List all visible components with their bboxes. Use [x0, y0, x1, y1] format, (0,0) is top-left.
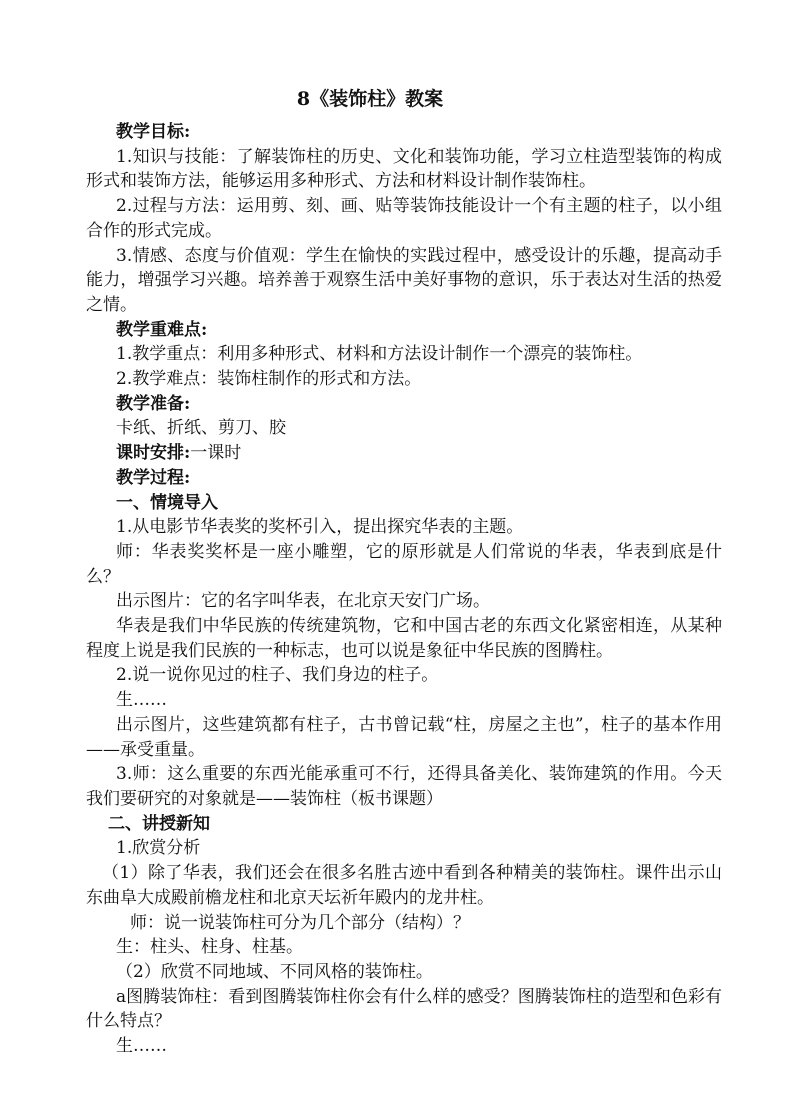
paragraph: 1.教学重点：利用多种形式、材料和方法设计制作一个漂亮的装饰柱。	[116, 344, 643, 365]
paragraph: 师：华表奖奖杯是一座小雕塑，它的原形就是人们常说的华表，华表到底是什么？	[86, 541, 722, 587]
paragraph: 1.知识与技能：了解装饰柱的历史、文化和装饰功能，学习立柱造型装饰的构成形式和装饰方法，能够运用多种形式、方法和材料设计制作装饰柱。	[86, 146, 722, 192]
paragraph: （2）欣赏不同地域、不同风格的装饰柱。	[116, 961, 433, 982]
section-heading: 二、讲授新知	[108, 813, 210, 834]
paragraph: 卡纸、折纸、剪刀、胶	[116, 418, 286, 439]
section-heading: 一、情境导入	[116, 492, 218, 513]
paragraph: 3.师：这么重要的东西光能承重可不行，还得具备美化、装饰建筑的作用。今天我们要研究的对象就是——装饰柱（板书课题）	[86, 764, 722, 809]
paragraph: 生……	[116, 690, 167, 711]
schedule-value: 一课时	[190, 443, 242, 464]
document-title: 8《装饰柱》教案	[296, 88, 444, 110]
key-points-heading: 教学重难点:	[116, 319, 208, 340]
paragraph: 华表是我们中华民族的传统建筑物，它和中国古老的东西文化紧密相连，从某种程度上说是我们民族的一种标志，也可以说是象征中华民族的图腾柱。	[86, 616, 722, 661]
paragraph: 3.情感、态度与价值观：学生在愉快的实践过程中，感受设计的乐趣，提高动手能力，增强学习兴趣。培养善于观察生活中美好事物的意识，乐于表达对生活的热爱之情。	[86, 245, 722, 315]
paragraph: 2.说一说你见过的柱子、我们身边的柱子。	[116, 665, 439, 686]
paragraph: 生……	[116, 1036, 167, 1057]
teaching-goals-heading: 教学目标:	[116, 122, 191, 142]
paragraph: a图腾装饰柱：看到图腾装饰柱你会有什么样的感受？图腾装饰柱的造型和色彩有什么特点？	[86, 986, 722, 1032]
paragraph: 生：柱头、柱身、柱基。	[116, 937, 303, 958]
paragraph: （1）除了华表，我们还会在很多名胜古迹中看到各种精美的装饰柱。课件出示山东曲阜大成殿前檐龙柱和北京天坛祈年殿内的龙井柱。	[86, 863, 722, 908]
paragraph: 1.从电影节华表奖的奖杯引入，提出探究华表的主题。	[116, 517, 524, 538]
paragraph: 1.欣赏分析	[116, 838, 201, 859]
paragraph: 2.教学难点：装饰柱制作的形式和方法。	[116, 369, 422, 390]
process-heading: 教学过程:	[116, 467, 191, 488]
paragraph: 2.过程与方法：运用剪、刻、画、贴等装饰技能设计一个有主题的柱子，以小组合作的形式完成。	[86, 196, 722, 241]
paragraph: 师：说一说装饰柱可分为几个部分（结构）？	[130, 912, 470, 933]
schedule-line	[86, 441, 722, 466]
schedule-heading: 课时安排:	[116, 443, 191, 464]
paragraph: 出示图片：它的名字叫华表，在北京天安门广场。	[116, 591, 490, 612]
paragraph: 出示图片，这些建筑都有柱子，古书曾记载“柱，房屋之主也”，柱子的基本作用——承受重量。	[86, 714, 722, 760]
preparation-heading: 教学准备:	[116, 393, 191, 414]
document-body	[86, 120, 722, 1059]
